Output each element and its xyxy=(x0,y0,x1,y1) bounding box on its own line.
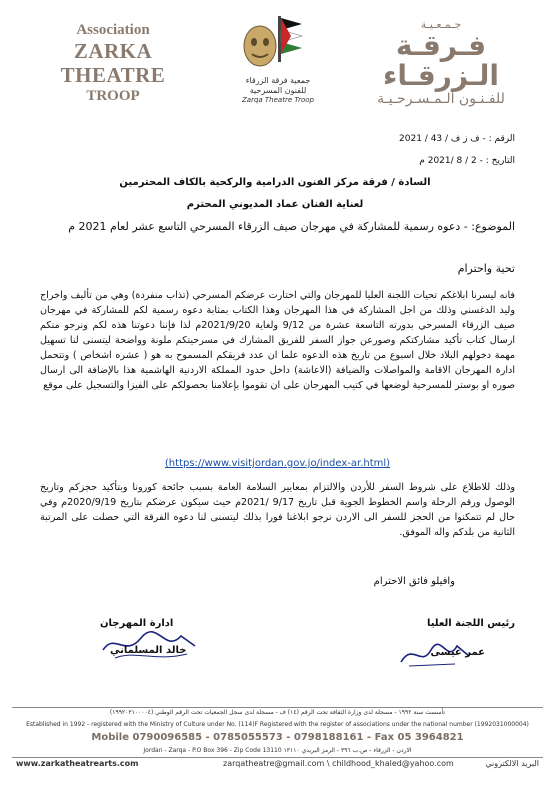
logo-ar-line1: جـمـعـيـة xyxy=(420,18,462,31)
logo-english xyxy=(28,22,198,105)
logo-emblem xyxy=(228,14,328,104)
footer-phones: Mobile 0790096585 - 0785055573 - 0798188161 - Fax 05 3964821 xyxy=(91,732,464,743)
reference-block xyxy=(315,128,515,172)
logo-en-line1: Association xyxy=(76,22,150,38)
footer-divider-top xyxy=(12,707,543,708)
footer-registration-ar: تأسست سنة ١٩٩٢ - مسجلة لدى وزارة الثقافة تحت الرقم (١٤) ف - مسجلة لدى سجل الجمعيات تحت الرقم الوطني (١٩٩٢٠٣١٠٠٠٠٤) xyxy=(109,709,446,716)
logo-en-line2: ZARKA THEATRE xyxy=(60,39,166,87)
logo-center-ar-line2: للفنون المسرحية xyxy=(249,86,307,95)
logo-center-ar-line1: جمعية فرقة الزرقاء xyxy=(245,76,311,85)
logo-arabic xyxy=(351,18,531,107)
logo-ar-line2: فـرقـة الـزرقـاء xyxy=(383,29,499,92)
letter-date: التاريخ : - 2 / 8 /2021 م xyxy=(419,156,515,166)
footer-address: Jordan - Zarqa - P.O Box 396 - Zip Code 13110 الاردن - الزرقاء - ص.ب ٣٩٦ - الرمز البريدي ١٣١١٠ xyxy=(143,747,412,754)
body-paragraph-2: وذلك للاطلاع على شروط السفر للأردن والالتزام بمعايير السلامة العامة بسبب جائحة كورونا وبتأكيد حجزكم وتاريخ الوصول ورقم الرحلة واسم الخطوط الجوية قبل تاريخ 9/17 /2021م حيث سيكون عرضكم بتاريخ 2020/9/19م وفي حال لم تتمكنوا من الحجز للسفر الى الاردن نرجو ابلاغنا فورا بذلك ليتسنى لنا دعوه الفرقة التي حصلت على المرتبة الثانية من بلدكم واله الموفق. xyxy=(40,482,515,538)
footer-registration-en: Established in 1992 - registered with the Ministry of Culture under No. (114)F Registered with the register of associations under the national number (1992031000004) xyxy=(26,721,529,728)
addressee xyxy=(55,172,495,216)
footer-emails[interactable]: zarqatheatre@gmail.com \ childhood_khaled@yahoo.com xyxy=(223,759,454,768)
logo-center-en: Zarqa Theatre Troop xyxy=(241,96,314,104)
website-link-line xyxy=(0,458,555,469)
logo-en-line3: TROOP xyxy=(86,88,140,104)
footer-email-label: البريد الالكتروني xyxy=(485,759,539,768)
theatre-masks-icon xyxy=(228,14,328,72)
signature-title-right: رئيس اللجنة العليا xyxy=(426,618,515,629)
subject-line: الموضوع: - دعوه رسمية للمشاركة في مهرجان صيف الزرقاء المسرحي التاسع عشر لعام 2021 م xyxy=(68,220,515,233)
closing: وافيلو فائق الاحترام xyxy=(373,576,455,587)
footer xyxy=(0,707,555,787)
logo-ar-line3: للفـنـون الـمـسـرحـيـة xyxy=(377,91,505,107)
addressee-line1: السادة / فرقة مركز الفنون الدرامية والركحية بالكاف المحترمين xyxy=(119,177,431,188)
footer-divider-bottom xyxy=(12,757,543,758)
signature-name-left: خالد المسلماني xyxy=(110,645,187,656)
greeting: تحية واحترام xyxy=(457,262,515,275)
body-paragraph-1: فانه ليسرنا ابلاغكم تحيات اللجنة العليا للمهرجان والتي اختارت عرضكم المسرحي (تذاب منفردة) وهي من تأليف واخراج وليد الدغسني وذلك من اجل المشاركة في هذا المهرجان وهذا الكتاب بمثابة دعوه رسمية لكم للمشاركة في مهرجان صيف الزرقاء المسرحي بدورته التاسعة عشرة من 9/12 ولغاية 2021/9/20م لذا فإننا دعوتنا هذه لكم ونرجو منكم ارسال كتاب تأكيد مشاركتكم وصورعن جواز السفر للفريق المشارك في مسرحيتكم ملونة وواضحة ليتسنى لنا تسهيل مهمة دخولهم البلاد خلال اسبوع من تاريخ هذه الدعوه علما ان عدد فريقكم المسموح به هو ( عشره اشخاص ) وتتحمل ادارة المهرجان الاقامة والمواصلات والضيافة (الاعاشة) داخل حدود المملكة الاردنية الهاشمية هذا بالإضافة الى ارسال صوره او بوستر للمسرحية لوضعها في كتيب المهرجان على ان تقوموا بإعلامنا بحصولكم على الفيزا والتسجيل على موقع xyxy=(40,290,515,391)
signature-title-left: ادارة المهرجان xyxy=(100,618,174,629)
visitjordan-link[interactable]: (https://www.visitjordan.gov.jo/index-ar.html) xyxy=(164,458,391,469)
signature-name-right: عمر عيسى xyxy=(430,647,485,658)
reference-number: الرقم : - ف ز ف / 43 / 2021 xyxy=(399,134,515,144)
footer-website[interactable]: www.zarkatheatrearts.com xyxy=(16,759,139,768)
addressee-line2: لعناية الفنان عماد المديوني المحترم xyxy=(186,199,364,210)
